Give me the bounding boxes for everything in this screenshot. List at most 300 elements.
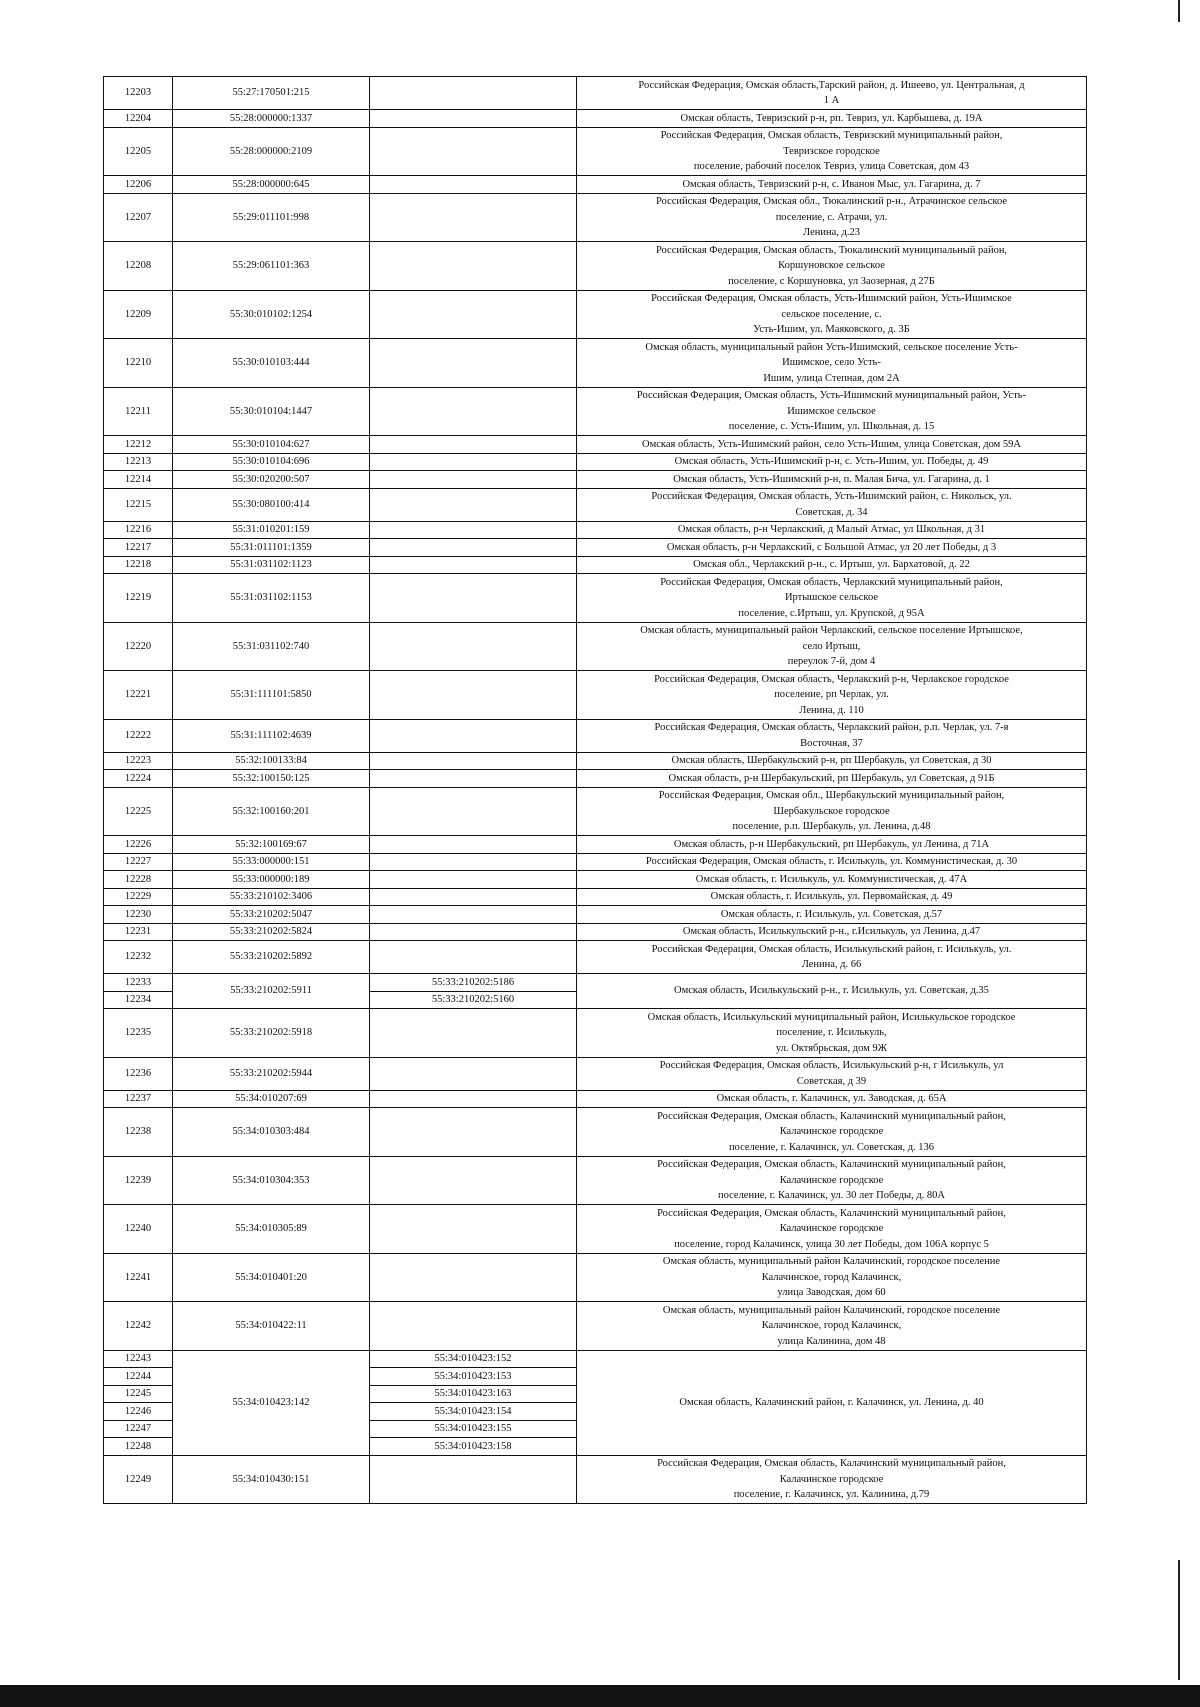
table-row [104,1057,1087,1090]
linked-cadastral-number: 55:34:010423:158 [370,1438,577,1456]
table-row [104,923,1087,941]
address-line: переулок 7-й, дом 4 [787,656,876,667]
address-cell [577,1205,1087,1254]
linked-cadastral-cell [370,1009,577,1058]
cadastral-number: 55:34:010304:353 [173,1156,370,1205]
linked-cadastral-cell [370,521,577,539]
scan-mark-top-right [1178,0,1180,22]
row-number: 12235 [104,1009,173,1058]
address-line: поселение, с. Атрачи, ул. [775,211,888,223]
address-cell [577,1302,1087,1351]
table-row [104,488,1087,521]
address-line: Омская область, р-н Шербакульский, рп Шербакуль, ул Советская, д 91Б [668,772,995,784]
cadastral-number: 55:29:061101:363 [173,242,370,291]
address-line: Омская область, г. Калачинск, ул. Заводская, д. 65А [716,1093,947,1104]
table-row [104,770,1087,788]
cadastral-number: 55:28:000000:645 [173,176,370,194]
address-cell [577,853,1087,871]
linked-cadastral-number: 55:34:010423:153 [370,1368,577,1386]
address-cell [577,1108,1087,1157]
address-cell [577,1253,1087,1302]
row-number: 12233 [104,974,173,992]
cadastral-number: 55:32:100169:67 [173,836,370,854]
address-cell [577,671,1087,720]
address-cell [577,77,1087,110]
row-number: 12242 [104,1302,173,1351]
address-line: поселение, рп Черлак, ул. [774,689,889,700]
row-number: 12244 [104,1368,173,1386]
address-line: поселение, с. Усть-Ишим, ул. Школьная, д. 15 [728,421,935,432]
table-row [104,1253,1087,1302]
row-number: 12218 [104,556,173,574]
row-number: 12241 [104,1253,173,1302]
linked-cadastral-cell [370,193,577,242]
cadastral-number: 55:33:000000:151 [173,853,370,871]
table-row [104,871,1087,889]
linked-cadastral-cell [370,387,577,436]
address-line: Российская Федерация, Омская область, Усть-Ишимский муниципальный район, Усть- [636,390,1027,401]
row-number: 12217 [104,539,173,557]
address-line: Ленина, д. 66 [801,959,862,970]
row-number: 12232 [104,941,173,974]
row-number: 12210 [104,339,173,388]
address-cell [577,127,1087,176]
row-number: 12209 [104,290,173,339]
address-cell [577,453,1087,471]
table-row [104,556,1087,574]
cadastral-number: 55:34:010401:20 [173,1253,370,1302]
address-cell [577,488,1087,521]
address-line: Российская Федерация, Омская область, Калачинский муниципальный район, [657,1458,1006,1469]
linked-cadastral-cell [370,923,577,941]
cadastral-number: 55:31:031102:740 [173,622,370,671]
address-line: Советская, д 39 [796,1075,867,1087]
cadastral-number: 55:33:210202:5892 [173,941,370,974]
linked-cadastral-cell [370,906,577,924]
linked-cadastral-cell [370,888,577,906]
linked-cadastral-cell [370,1156,577,1205]
address-line: Шербакульское городское [773,805,890,817]
address-line: поселение, г. Калачинск, ул. Советская, д. 136 [728,1141,935,1153]
address-line: ул. Октябрьская, дом 9Ж [775,1042,888,1054]
linked-cadastral-cell [370,436,577,454]
address-line: Российская Федерация, Омская область, Усть-Ишимский район, Усть-Ишимское [651,293,1012,304]
cadastral-number: 55:30:080100:414 [173,488,370,521]
linked-cadastral-cell [370,941,577,974]
table-row [104,1156,1087,1205]
table-row [104,242,1087,291]
address-line: Российская Федерация, Омская область,Тарский район, д. Ишеево, ул. Центральная, д [638,79,1025,91]
address-line: Российская Федерация, Омская область, Черлакский район, р.п. Черлак, ул. 7-я [654,722,1009,733]
address-cell [577,193,1087,242]
cadastral-number: 55:34:010303:484 [173,1108,370,1157]
address-line: Омская область, р-н Черлакский, с Большой Атмас, ул 20 лет Победы, д 3 [666,541,997,553]
table-row [104,290,1087,339]
address-cell [577,574,1087,623]
address-cell [577,836,1087,854]
address-line: Омская область, р-н Шербакульский, рп Шербакуль, ул Ленина, д 71А [673,838,990,850]
cadastral-number: 55:32:100133:84 [173,752,370,770]
address-cell [577,1455,1087,1504]
address-line: поселение, с.Иртыш, ул. Крупской, д 95А [738,607,925,619]
cadastral-number: 55:28:000000:1337 [173,110,370,128]
linked-cadastral-cell [370,471,577,489]
address-cell: Омская область, Калачинский район, г. Калачинск, ул. Ленина, д. 40 [577,1350,1087,1455]
row-number: 12207 [104,193,173,242]
row-number: 12237 [104,1090,173,1108]
row-number: 12239 [104,1156,173,1205]
address-line: улица Заводская, дом 60 [777,1287,886,1298]
address-cell [577,888,1087,906]
linked-cadastral-cell [370,556,577,574]
linked-cadastral-number: 55:34:010423:154 [370,1403,577,1421]
linked-cadastral-number: 55:34:010423:152 [370,1350,577,1368]
address-cell: Омская область, Исилькульский р-н., г. Исилькуль, ул. Советская, д.35 [577,974,1087,1009]
linked-cadastral-number: 55:34:010423:155 [370,1420,577,1438]
table-row [104,787,1087,836]
address-line: Российская Федерация, Омская область, Тевризский муниципальный район, [660,130,1003,141]
address-cell [577,622,1087,671]
linked-cadastral-cell [370,1302,577,1351]
address-cell [577,941,1087,974]
cadastral-number: 55:34:010305:89 [173,1205,370,1254]
address-cell [577,521,1087,539]
address-cell [577,290,1087,339]
row-number: 12205 [104,127,173,176]
address-line: поселение, г. Калачинск, ул. 30 лет Победы, д. 80А [717,1190,946,1201]
row-number: 12223 [104,752,173,770]
linked-cadastral-cell [370,853,577,871]
cadastral-number: 55:31:111102:4639 [173,719,370,752]
address-line: Российская Федерация, Омская область, Исилькульский район, г. Исилькуль, ул. [651,943,1012,955]
linked-cadastral-cell [370,110,577,128]
linked-cadastral-cell [370,622,577,671]
row-number: 12214 [104,471,173,489]
cadastral-number: 55:34:010207:69 [173,1090,370,1108]
address-line: Омская область, р-н Черлакский, д Малый Атмас, ул Школьная, д 31 [677,524,986,535]
table-row [104,453,1087,471]
address-cell [577,1057,1087,1090]
address-line: Российская Федерация, Омская область, Черлакский р-н, Черлакское городское [654,673,1009,685]
address-cell [577,387,1087,436]
address-line: Тевризское городское [783,145,880,157]
table-row [104,671,1087,720]
table-row [104,974,1087,992]
address-cell [577,176,1087,194]
address-line: Российская Федерация, Омская область, Калачинский муниципальный район, [657,1159,1006,1170]
table-row [104,853,1087,871]
table-row [104,176,1087,194]
address-cell [577,719,1087,752]
address-line: Омская область, Усть-Ишимский р-н, с. Усть-Ишим, ул. Победы, д. 49 [674,456,989,467]
cadastral-number: 55:30:010104:1447 [173,387,370,436]
linked-cadastral-cell [370,787,577,836]
address-line: Российская Федерация, Омская область, Исилькульский р-н, г Исилькуль, ул [659,1060,1004,1071]
address-line: Ишимское, село Усть- [782,357,881,368]
cadastral-number: 55:30:010102:1254 [173,290,370,339]
address-line: Ишим, улица Степная, дом 2А [763,372,900,384]
scan-mark-right-edge [1178,1560,1180,1680]
row-number: 12228 [104,871,173,889]
address-line: Омская область, Усть-Ишимский р-н, п. Малая Бича, ул. Гагарина, д. 1 [673,473,990,485]
cadastral-number: 55:33:210202:5918 [173,1009,370,1058]
cadastral-number: 55:31:031102:1123 [173,556,370,574]
linked-cadastral-cell [370,453,577,471]
cadastral-number: 55:30:020200:507 [173,471,370,489]
address-cell [577,923,1087,941]
scan-bottom-border [0,1685,1200,1707]
address-line: Омская область, Исилькульский р-н., г.Исилькуль, ул Ленина, д.47 [682,926,981,937]
row-number: 12203 [104,77,173,110]
cadastral-number: 55:31:010201:159 [173,521,370,539]
table-row [104,387,1087,436]
linked-cadastral-number: 55:33:210202:5186 [370,974,577,992]
address-line: Омская область, Усть-Ишимский район, село Усть-Ишим, улица Советская, дом 59А [642,438,1021,450]
cadastral-number: 55:33:210202:5944 [173,1057,370,1090]
address-line: Калачинское, город Калачинск, [761,1320,902,1331]
address-line: поселение, с Коршуновка, ул Заозерная, д 27Б [728,275,935,287]
address-line: Коршуновское сельское [778,260,885,271]
cadastral-number: 55:34:010423:142 [173,1350,370,1455]
linked-cadastral-cell [370,488,577,521]
address-line: Усть-Ишим, ул. Маяковского, д. 3Б [753,324,910,335]
address-cell [577,110,1087,128]
linked-cadastral-cell [370,719,577,752]
address-line: поселение, г. Исилькуль, [776,1027,887,1038]
linked-cadastral-cell [370,1455,577,1504]
address-cell [577,539,1087,557]
address-cell [577,1090,1087,1108]
linked-cadastral-cell [370,574,577,623]
address-line: Омская область, г. Исилькуль, ул. Коммунистическая, д. 47А [695,873,968,885]
linked-cadastral-cell [370,836,577,854]
row-number: 12221 [104,671,173,720]
table-row [104,436,1087,454]
address-line: Ленина, д.23 [803,227,860,238]
row-number: 12226 [104,836,173,854]
cadastral-number: 55:32:100150:125 [173,770,370,788]
table-row [104,941,1087,974]
row-number: 12231 [104,923,173,941]
cadastral-number: 55:29:011101:998 [173,193,370,242]
table-row [104,752,1087,770]
address-line: поселение, город Калачинск, улица 30 лет Победы, дом 106А корпус 5 [674,1238,989,1250]
address-line: Советская, д. 34 [795,506,868,518]
address-cell [577,556,1087,574]
address-line: Калачинское городское [779,1126,884,1137]
table-row [104,1350,1087,1368]
address-line: Омская область, муниципальный район Калачинский, городское поселение [662,1304,1001,1316]
linked-cadastral-cell [370,1205,577,1254]
cadastral-number: 55:30:010104:696 [173,453,370,471]
cadastral-number: 55:34:010430:151 [173,1455,370,1504]
table-row [104,836,1087,854]
cadastral-number: 55:27:170501:215 [173,77,370,110]
address-cell [577,471,1087,489]
address-line: Калачинское городское [779,1174,884,1186]
cadastral-number: 55:31:111101:5850 [173,671,370,720]
table-row [104,193,1087,242]
address-line: Омская область, г. Исилькуль, ул. Советская, д.57 [720,908,943,920]
cadastral-number: 55:34:010422:11 [173,1302,370,1351]
cadastral-number: 55:30:010104:627 [173,436,370,454]
address-line: Омская область, Исилькульский муниципальный район, Исилькульское городское [647,1011,1016,1023]
address-line: Российская Федерация, Омская область, Калачинский муниципальный район, [657,1207,1006,1219]
address-line: Иртышское сельское [784,592,879,603]
address-line: Российская Федерация, Омская область, Черлакский муниципальный район, [660,576,1003,588]
linked-cadastral-cell [370,539,577,557]
row-number: 12230 [104,906,173,924]
address-line: Омская область, Тевризский р-н, с. Иванов Мыс, ул. Гагарина, д. 7 [682,178,981,190]
address-line: Омская область, муниципальный район Калачинский, городское поселение [662,1256,1001,1267]
address-line: Калачинское, город Калачинск, [761,1271,902,1283]
address-line: Омская область, Тевризский р-н, рп. Тевриз, ул. Карбышева, д. 19А [680,112,983,124]
table-row [104,1009,1087,1058]
address-line: Российская Федерация, Омская обл., Тюкалинский р-н., Атрачинское сельское [655,196,1007,207]
linked-cadastral-cell [370,176,577,194]
table-row [104,521,1087,539]
address-line: Ленина, д. 110 [799,704,864,716]
address-line: Российская Федерация, Омская область, Калачинский муниципальный район, [657,1110,1006,1122]
row-number: 12245 [104,1385,173,1403]
cadastral-number: 55:31:031102:1153 [173,574,370,623]
row-number: 12211 [104,387,173,436]
address-line: село Иртыш, [802,640,861,652]
address-line: Восточная, 37 [800,737,863,749]
row-number: 12248 [104,1438,173,1456]
linked-cadastral-cell [370,77,577,110]
linked-cadastral-number: 55:34:010423:163 [370,1385,577,1403]
address-cell [577,871,1087,889]
cadastral-number: 55:31:011101:1359 [173,539,370,557]
row-number: 12215 [104,488,173,521]
table-row [104,574,1087,623]
address-line: Омская область, г. Исилькуль, ул. Первомайская, д. 49 [710,891,953,902]
linked-cadastral-cell [370,242,577,291]
address-line: Омская область, муниципальный район Усть-Ишимский, сельское поселение Усть- [645,341,1018,353]
address-cell [577,770,1087,788]
cadastral-number: 55:33:210202:5047 [173,906,370,924]
row-number: 12234 [104,991,173,1009]
address-line: Омская область, Шербакульский р-н, рп Шербакуль, ул Советская, д 30 [671,755,992,766]
cadastral-number: 55:32:100160:201 [173,787,370,836]
row-number: 12212 [104,436,173,454]
row-number: 12224 [104,770,173,788]
table-row [104,906,1087,924]
address-cell [577,752,1087,770]
address-line: 1 А [823,95,840,106]
address-line: Российская Федерация, Омская область, Тюкалинский муниципальный район, [655,244,1008,256]
address-line: Российская Федерация, Омская область, г. Исилькуль, ул. Коммунистическая, д. 30 [645,856,1018,867]
table-row [104,1455,1087,1504]
cadastral-number: 55:33:210202:5824 [173,923,370,941]
linked-cadastral-cell [370,671,577,720]
address-line: Омская область, муниципальный район Черлакский, сельское поселение Иртышское, [640,625,1023,636]
address-line: поселение, р.п. Шербакуль, ул. Ленина, д.48 [732,821,931,832]
linked-cadastral-cell [370,1090,577,1108]
linked-cadastral-cell [370,339,577,388]
table-row [104,110,1087,128]
row-number: 12249 [104,1455,173,1504]
table-row [104,719,1087,752]
address-line: поселение, рабочий поселок Тевриз, улица Советская, дом 43 [693,161,970,172]
address-line: Омская обл., Черлакский р-н., с. Иртыш, ул. Бархатовой, д. 22 [693,559,970,570]
row-number: 12206 [104,176,173,194]
table-row [104,339,1087,388]
address-cell [577,1156,1087,1205]
address-cell [577,242,1087,291]
row-number: 12227 [104,853,173,871]
row-number: 12229 [104,888,173,906]
cadastral-number: 55:33:210202:5911 [173,974,370,1009]
address-line: улица Калинина, дом 48 [777,1335,886,1347]
address-line: поселение, г. Калачинск, ул. Калинина, д.79 [733,1489,930,1500]
table-row [104,471,1087,489]
row-number: 12222 [104,719,173,752]
linked-cadastral-number: 55:33:210202:5160 [370,991,577,1009]
row-number: 12246 [104,1403,173,1421]
address-line: Российская Федерация, Омская обл., Шербакульский муниципальный район, [658,790,1005,801]
table-row [104,539,1087,557]
cadastral-number: 55:33:210102:3406 [173,888,370,906]
table-row [104,622,1087,671]
table-row [104,1108,1087,1157]
cadastral-number: 55:33:000000:189 [173,871,370,889]
row-number: 12208 [104,242,173,291]
table-row [104,1090,1087,1108]
table-row [104,1205,1087,1254]
address-line: Ишимское сельское [787,405,876,417]
address-cell [577,339,1087,388]
linked-cadastral-cell [370,871,577,889]
row-number: 12213 [104,453,173,471]
row-number: 12219 [104,574,173,623]
linked-cadastral-cell [370,127,577,176]
table-row [104,77,1087,110]
row-number: 12225 [104,787,173,836]
linked-cadastral-cell [370,290,577,339]
linked-cadastral-cell [370,1057,577,1090]
row-number: 12236 [104,1057,173,1090]
address-line: сельское поселение, с. [781,308,882,320]
linked-cadastral-cell [370,752,577,770]
cadastral-number: 55:28:000000:2109 [173,127,370,176]
address-cell [577,436,1087,454]
row-number: 12243 [104,1350,173,1368]
address-line: Российская Федерация, Омская область, Усть-Ишимский район, с. Никольск, ул. [651,491,1012,502]
table-row [104,888,1087,906]
row-number: 12220 [104,622,173,671]
address-cell [577,1009,1087,1058]
table-row [104,1302,1087,1351]
table-row [104,127,1087,176]
row-number: 12238 [104,1108,173,1157]
address-line: Калачинское городское [779,1223,884,1234]
address-line: Калачинское городское [779,1473,884,1485]
address-cell [577,906,1087,924]
linked-cadastral-cell [370,1108,577,1157]
row-number: 12204 [104,110,173,128]
registry-table-body [104,77,1087,1504]
linked-cadastral-cell [370,1253,577,1302]
cadastral-number: 55:30:010103:444 [173,339,370,388]
row-number: 12247 [104,1420,173,1438]
row-number: 12240 [104,1205,173,1254]
row-number: 12216 [104,521,173,539]
linked-cadastral-cell [370,770,577,788]
registry-table [103,76,1087,1504]
address-cell [577,787,1087,836]
